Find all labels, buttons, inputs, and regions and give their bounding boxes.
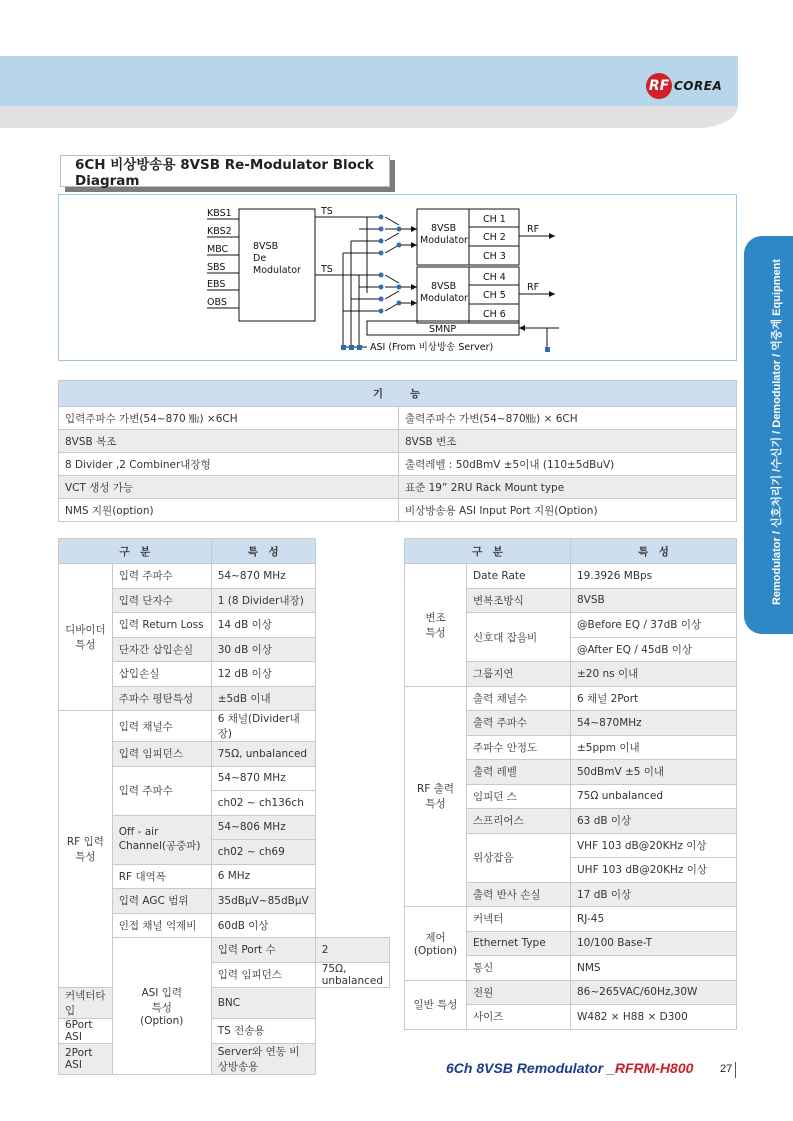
input-label: OBS bbox=[207, 297, 227, 308]
spec-item: 6Port ASI bbox=[59, 1018, 113, 1043]
category-control: 제어 (Option) bbox=[405, 907, 467, 981]
function-cell: 비상방송용 ASI Input Port 지원(Option) bbox=[399, 499, 737, 522]
spec-value: @Before EQ / 37dB 이상 bbox=[571, 613, 737, 638]
spec-header-item: 구 분 bbox=[405, 539, 571, 564]
spec-item: 주파수 평탄특성 bbox=[112, 686, 211, 711]
spec-value: Server와 연동 비상방송용 bbox=[211, 1043, 315, 1074]
spec-value: 6 채널(Divider내장) bbox=[211, 711, 315, 742]
spec-item: 변복조방식 bbox=[467, 588, 571, 613]
input-label: KBS1 bbox=[207, 208, 232, 219]
spec-item: 사이즈 bbox=[467, 1005, 571, 1030]
spec-item: 입력 주파수 bbox=[112, 564, 211, 589]
spec-item: 출력 채널수 bbox=[467, 686, 571, 711]
spec-value: 14 dB 이상 bbox=[211, 613, 315, 638]
spec-value: 10/100 Base-T bbox=[571, 931, 737, 956]
spec-item: 출력 반사 손실 bbox=[467, 882, 571, 907]
demod-label: 8VSB bbox=[253, 241, 279, 252]
spec-value: W482 × H88 × D300 bbox=[571, 1005, 737, 1030]
function-cell: VCT 생성 가능 bbox=[59, 476, 399, 499]
spec-value: ±5dB 이내 bbox=[211, 686, 315, 711]
spec-value: 8VSB bbox=[571, 588, 737, 613]
category-asi-input: ASI 입력 특성 (Option) bbox=[112, 938, 211, 1075]
spec-value: 63 dB 이상 bbox=[571, 809, 737, 834]
spec-value: 2 bbox=[315, 938, 389, 963]
spec-value: 54~870 MHz bbox=[211, 564, 315, 589]
spec-value: 54~870 MHz bbox=[211, 766, 315, 791]
function-cell: 8VSB 변조 bbox=[399, 430, 737, 453]
spec-value: 1 (8 Divider내장) bbox=[211, 588, 315, 613]
spec-item: 입력 채널수 bbox=[112, 711, 211, 742]
spec-value: 19.3926 MBps bbox=[571, 564, 737, 589]
spec-item: Off - air Channel(공중파) bbox=[112, 815, 211, 864]
function-table bbox=[58, 380, 737, 522]
channel-label: CH 6 bbox=[483, 309, 506, 320]
spec-item: 전원 bbox=[467, 980, 571, 1005]
function-cell: 입력주파수 가변(54~870 ㎒) ×6CH bbox=[59, 407, 399, 430]
spec-header-value: 특 성 bbox=[211, 539, 315, 564]
demod-label: De bbox=[253, 253, 267, 264]
function-cell: 출력주파수 가변(54~870㎒) × 6CH bbox=[399, 407, 737, 430]
spec-value: BNC bbox=[211, 987, 315, 1018]
spec-item: 단자간 삽입손실 bbox=[112, 637, 211, 662]
spec-value: ±5ppm 이내 bbox=[571, 735, 737, 760]
page-divider bbox=[735, 1062, 736, 1078]
brand-logo bbox=[646, 72, 722, 100]
spec-value: NMS bbox=[571, 956, 737, 981]
spec-item: Date Rate bbox=[467, 564, 571, 589]
rf-logo-icon: RF bbox=[646, 73, 672, 99]
spec-item: 입력 Return Loss bbox=[112, 613, 211, 638]
input-label: EBS bbox=[207, 279, 226, 290]
category-modulation: 변조 특성 bbox=[405, 564, 467, 687]
spec-value: 17 dB 이상 bbox=[571, 882, 737, 907]
spec-header-item: 구 분 bbox=[59, 539, 212, 564]
spec-item: 주파수 안정도 bbox=[467, 735, 571, 760]
spec-item: 입력 임피던스 bbox=[112, 742, 211, 767]
input-label: SBS bbox=[207, 262, 226, 273]
channel-label: CH 1 bbox=[483, 214, 506, 225]
category-divider: 디바이더 특성 bbox=[59, 564, 113, 711]
spec-item: 입력 단자수 bbox=[112, 588, 211, 613]
spec-value: 30 dB 이상 bbox=[211, 637, 315, 662]
rf-out-label: RF bbox=[527, 224, 540, 235]
spec-value: ch02 ~ ch69 bbox=[211, 840, 315, 865]
spec-item: 위상잡음 bbox=[467, 833, 571, 882]
spec-item: 출력 주파수 bbox=[467, 711, 571, 736]
mod-label: 8VSB bbox=[431, 281, 457, 292]
spec-value: 12 dB 이상 bbox=[211, 662, 315, 687]
spec-item: 임피던 스 bbox=[467, 784, 571, 809]
ts-label: TS bbox=[321, 264, 333, 275]
function-cell: 8VSB 복조 bbox=[59, 430, 399, 453]
block-diagram bbox=[58, 194, 737, 361]
spec-item: 커넥터타입 bbox=[59, 987, 113, 1018]
side-category-tab[interactable] bbox=[744, 236, 793, 634]
header-band bbox=[0, 56, 738, 106]
spec-item: 출력 레벨 bbox=[467, 760, 571, 785]
spec-value: 75Ω unbalanced bbox=[571, 784, 737, 809]
spec-item: 입력 임피던스 bbox=[211, 962, 315, 987]
channel-label: CH 2 bbox=[483, 232, 506, 243]
spec-value: 50dBmV ±5 이내 bbox=[571, 760, 737, 785]
function-cell: NMS 지원(option) bbox=[59, 499, 399, 522]
spec-value: 54~806 MHz bbox=[211, 815, 315, 840]
spec-value: VHF 103 dB@20KHz 이상 bbox=[571, 833, 737, 858]
spec-value: 54~870MHz bbox=[571, 711, 737, 736]
spec-item: Ethernet Type bbox=[467, 931, 571, 956]
category-rf-output: RF 출력 특성 bbox=[405, 686, 467, 907]
function-header: 기 능 bbox=[59, 381, 737, 407]
right-spec-table bbox=[404, 538, 737, 1030]
mod-label: Modulator bbox=[420, 293, 468, 304]
side-category-label: Remodulator / 신호처리기 /수신기 / Demodulator / 역중계 Equipment bbox=[771, 258, 783, 606]
input-label: KBS2 bbox=[207, 226, 232, 237]
spec-item: 2Port ASI bbox=[59, 1043, 113, 1074]
demod-label: Modulator bbox=[253, 265, 301, 276]
spec-value: @After EQ / 45dB 이상 bbox=[571, 637, 737, 662]
mod-label: Modulator bbox=[420, 235, 468, 246]
spec-item: 입력 AGC 범위 bbox=[112, 889, 211, 914]
category-general: 일반 특성 bbox=[405, 980, 467, 1029]
logo-text: COREA bbox=[674, 79, 723, 93]
asi-label: ASI (From 비상방송 Server) bbox=[370, 342, 494, 353]
spec-item: 통신 bbox=[467, 956, 571, 981]
function-cell: 출력레벨 : 50dBmV ±5이내 (110±5dBuV) bbox=[399, 453, 737, 476]
function-cell: 8 Divider ,2 Combiner내장형 bbox=[59, 453, 399, 476]
spec-value: 6 채널 2Port bbox=[571, 686, 737, 711]
spec-value: 86~265VAC/60Hz,30W bbox=[571, 980, 737, 1005]
left-spec-table bbox=[58, 538, 390, 1075]
function-cell: 표준 19” 2RU Rack Mount type bbox=[399, 476, 737, 499]
spec-item: 스프리어스 bbox=[467, 809, 571, 834]
spec-item: 그룹지연 bbox=[467, 662, 571, 687]
spec-item: 신호대 잡음비 bbox=[467, 613, 571, 662]
rf-out-label: RF bbox=[527, 282, 540, 293]
spec-item: RF 대역폭 bbox=[112, 864, 211, 889]
spec-value: TS 전송용 bbox=[211, 1018, 315, 1043]
spec-item: 입력 Port 수 bbox=[211, 938, 315, 963]
channel-label: CH 4 bbox=[483, 272, 506, 283]
spec-value: 35dBμV~85dBμV bbox=[211, 889, 315, 914]
spec-item: 삽입손실 bbox=[112, 662, 211, 687]
input-label: MBC bbox=[207, 244, 229, 255]
spec-value: UHF 103 dB@20KHz 이상 bbox=[571, 858, 737, 883]
channel-label: CH 5 bbox=[483, 290, 506, 301]
spec-value: 6 MHz bbox=[211, 864, 315, 889]
spec-value: ch02 ~ ch136ch bbox=[211, 791, 315, 816]
spec-value: 75Ω, unbalanced bbox=[211, 742, 315, 767]
footer-model: 6Ch 8VSB Remodulator _ bbox=[446, 1060, 615, 1076]
footer-model-code: RFRM-H800 bbox=[614, 1060, 694, 1076]
channel-label: CH 3 bbox=[483, 251, 506, 262]
mod-label: 8VSB bbox=[431, 223, 457, 234]
spec-header-value: 특 성 bbox=[571, 539, 737, 564]
header-shadow-band bbox=[0, 106, 738, 128]
spec-item: 커넥터 bbox=[467, 907, 571, 932]
category-rf-input: RF 입력 특성 bbox=[59, 711, 113, 988]
spec-item: 입력 주파수 bbox=[112, 766, 211, 815]
spec-value: ±20 ns 이내 bbox=[571, 662, 737, 687]
footer-title bbox=[446, 1060, 693, 1076]
page-number: 27 bbox=[720, 1063, 733, 1075]
spec-value: 60dB 이상 bbox=[211, 913, 315, 938]
spec-item: 인접 채널 억제비 bbox=[112, 913, 211, 938]
section-title: 6CH 비상방송용 8VSB Re-Modulator Block Diagram bbox=[60, 155, 390, 187]
ts-label: TS bbox=[321, 206, 333, 217]
smnp-label: SMNP bbox=[429, 324, 457, 335]
spec-value: RJ-45 bbox=[571, 907, 737, 932]
spec-value: 75Ω, unbalanced bbox=[315, 962, 389, 987]
